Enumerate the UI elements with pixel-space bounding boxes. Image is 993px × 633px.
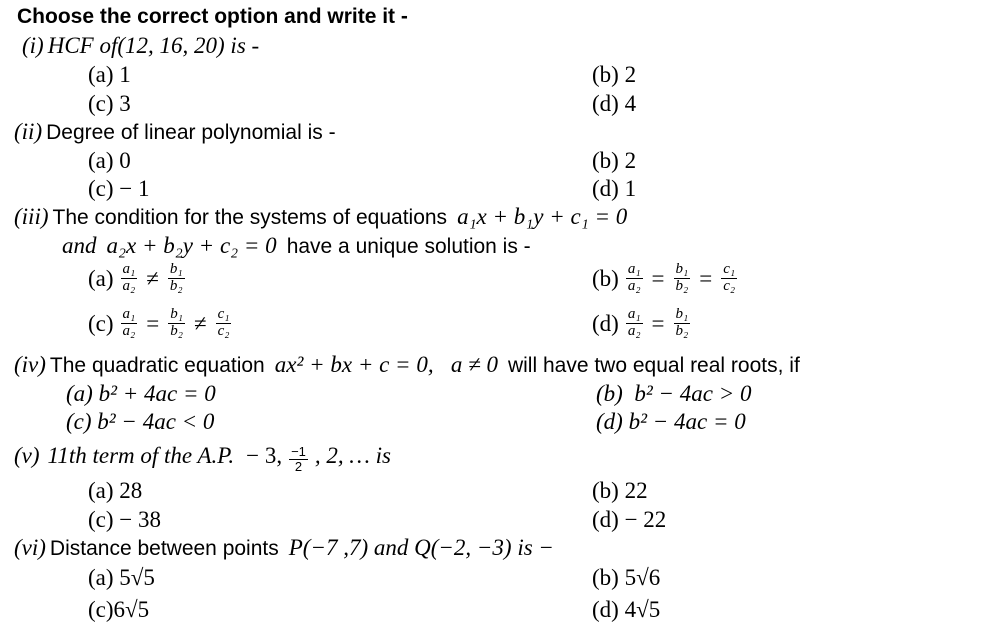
- fraction-num: b₁: [675, 306, 689, 322]
- q4-option-c: (c) b² − 4ac < 0: [66, 409, 215, 434]
- q6-option-d: (d) 4√5: [592, 597, 661, 622]
- question-1-number: (i): [22, 33, 44, 58]
- fraction-den: a₂: [122, 322, 136, 339]
- question-6-points: P(−7 ,7) and Q(−2, −3) is −: [288, 535, 554, 560]
- fraction-num: b₁: [675, 261, 689, 277]
- q6-option-b: (b) 5√6: [592, 565, 661, 590]
- question-3-equation-1: a₁x + b₁y + c₁ = 0: [457, 204, 628, 229]
- fraction-num: a₁: [122, 306, 136, 322]
- q5-option-c: (c) − 38: [88, 507, 161, 532]
- equal-sign: =: [699, 265, 713, 291]
- q1-option-d: (d) 4: [592, 91, 637, 116]
- q3-option-a-label: (a): [88, 265, 114, 291]
- equal-sign: =: [651, 265, 665, 291]
- fraction-b1-b2: [674, 307, 691, 340]
- fraction-den: c₂: [217, 322, 230, 339]
- question-3-equation-2: a₂x + b₂y + c₂ = 0: [106, 233, 277, 258]
- fraction-num: a₁: [627, 306, 641, 322]
- q1-option-a: (a) 1: [88, 62, 131, 87]
- fraction-a1-a2: [121, 262, 138, 295]
- fraction-den: b₂: [169, 277, 183, 294]
- question-4-equation: ax² + bx + c = 0, a ≠ 0: [274, 352, 498, 377]
- fraction-num: b₁: [169, 261, 183, 277]
- question-4-number: (iv): [14, 352, 46, 377]
- q2-option-c: (c) − 1: [88, 176, 150, 201]
- question-2: [14, 120, 336, 143]
- fraction-minus-one-half: [289, 445, 308, 473]
- q4-option-d: (d) b² − 4ac = 0: [596, 409, 746, 434]
- q1-option-b: (b) 2: [592, 62, 637, 87]
- question-2-text: Degree of linear polynomial is -: [46, 121, 336, 144]
- fraction-den: a₂: [627, 277, 641, 294]
- question-5-seq-end: , 2, … is: [314, 443, 391, 468]
- not-equal-sign: ≠: [146, 265, 159, 291]
- question-6-number: (vi): [14, 535, 46, 560]
- q3-option-b-label: (b): [592, 265, 619, 291]
- fraction-c1-c2: [216, 307, 232, 340]
- question-3: [14, 205, 627, 228]
- q2-option-b: (b) 2: [592, 148, 637, 173]
- question-5: [14, 444, 391, 473]
- q4-option-a: (a) b² + 4ac = 0: [66, 381, 216, 406]
- fraction-den: b₂: [170, 322, 183, 339]
- fraction-den: a₂: [122, 277, 136, 294]
- fraction-a1-a2: [626, 307, 643, 340]
- question-3-line-2: [62, 234, 531, 257]
- fraction-b1-b2: [168, 262, 185, 295]
- q1-option-c: (c) 3: [88, 91, 131, 116]
- fraction-a1-a2: [121, 307, 138, 340]
- fraction-den: a₂: [627, 322, 641, 339]
- q3-option-a: [88, 262, 188, 295]
- fraction-num: a₁: [627, 261, 641, 277]
- fraction-den: 2: [294, 458, 303, 474]
- fraction-a1-a2: [626, 262, 643, 295]
- q4-option-b: (b) b² − 4ac > 0: [596, 381, 752, 406]
- q3-option-c: [88, 307, 234, 340]
- question-5-seq-start: − 3,: [246, 443, 283, 468]
- fraction-num: b₁: [170, 306, 183, 322]
- q5-option-b: (b) 22: [592, 478, 648, 503]
- q5-option-a: (a) 28: [88, 478, 143, 503]
- fraction-num: c₁: [217, 306, 230, 322]
- q5-option-d: (d) − 22: [592, 507, 667, 532]
- question-3-and: and: [62, 233, 97, 258]
- q3-option-d: [592, 307, 693, 340]
- fraction-num: −1: [291, 444, 306, 460]
- question-5-text: 11th term of the A.P.: [47, 443, 235, 468]
- q3-option-c-label: (c): [88, 310, 114, 336]
- question-4-text-2: will have two equal real roots, if: [507, 354, 800, 377]
- fraction-den: c₂: [723, 277, 736, 294]
- fraction-den: b₂: [675, 322, 689, 339]
- q3-option-b: [592, 262, 740, 295]
- q2-option-a: (a) 0: [88, 148, 131, 173]
- not-equal-sign: ≠: [193, 310, 207, 336]
- question-1: [22, 34, 259, 57]
- q2-option-d: (d) 1: [592, 176, 637, 201]
- equal-sign: =: [651, 310, 665, 336]
- q3-option-d-label: (d): [592, 310, 619, 336]
- fraction-num: a₁: [122, 261, 136, 277]
- fraction-b1-b2: [674, 262, 691, 295]
- question-4: [14, 353, 800, 376]
- fraction-b1-b2: [168, 307, 185, 340]
- question-3-text-2: have a unique solution is -: [286, 235, 531, 258]
- question-3-text: The condition for the systems of equations: [52, 206, 448, 229]
- q6-option-c: (c)6√5: [88, 597, 150, 622]
- question-5-number: (v): [14, 443, 40, 468]
- q6-option-a: (a) 5√5: [88, 565, 155, 590]
- question-3-number: (iii): [14, 204, 49, 229]
- page-heading: Choose the correct option and write it -: [17, 5, 408, 28]
- fraction-num: c₁: [723, 261, 736, 277]
- question-6-text: Distance between points: [49, 537, 279, 560]
- fraction-den: b₂: [675, 277, 689, 294]
- question-6: [14, 536, 554, 559]
- question-2-number: (ii): [14, 119, 43, 144]
- question-1-text: HCF of(12, 16, 20) is -: [47, 33, 260, 58]
- fraction-c1-c2: [721, 262, 737, 295]
- equal-sign: =: [146, 310, 160, 336]
- question-4-text: The quadratic equation: [49, 354, 265, 377]
